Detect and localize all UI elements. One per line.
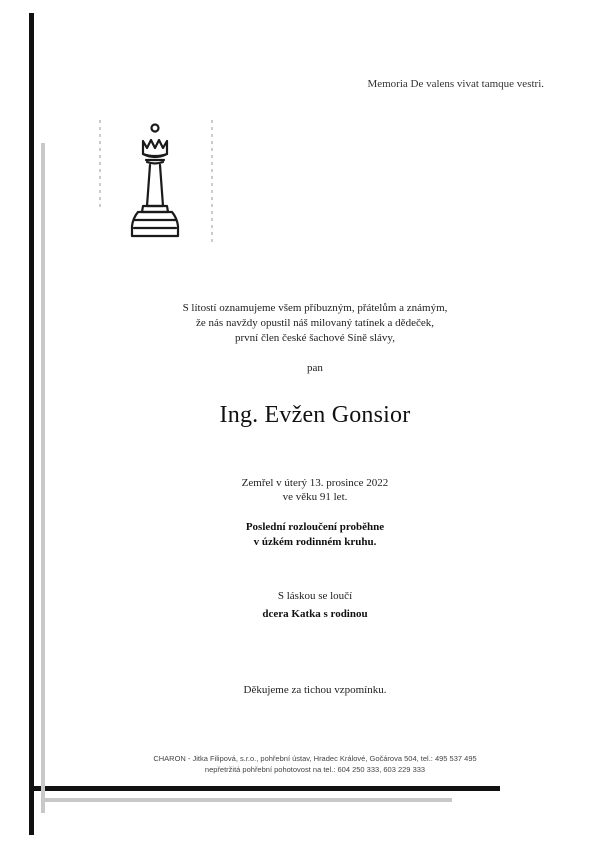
- frame-horizontal-line-light: [41, 798, 452, 802]
- thanks-text: Děkujeme za tichou vzpomínku.: [243, 684, 387, 696]
- deceased-name: Ing. Evžen Gonsior: [219, 402, 411, 428]
- funeral-info: [60, 520, 570, 550]
- intro-paragraph: [60, 301, 570, 346]
- intro-line: že nás navždy opustil náš milovaný tatínek a dědeček,: [196, 317, 434, 329]
- frame-horizontal-line-dark: [29, 786, 500, 791]
- footer-line: nepřetržitá pohřební pohotovost na tel.: 604 250 333, 603 229 333: [204, 765, 426, 774]
- footer-line: CHARON - Jitka Filipová, s.r.o., pohřební ústav, Hradec Králové, Gočárova 504, tel.: 495 537 495: [153, 754, 477, 763]
- intro-line: první člen české šachové Síně slávy,: [235, 332, 395, 344]
- funeral-service-footer: [60, 753, 570, 775]
- chess-queen-icon: [98, 118, 216, 248]
- funeral-line: Poslední rozloučení proběhne: [245, 521, 385, 533]
- motto: Memoria De valens vivat tamque vestri.: [367, 78, 544, 90]
- intro-line: S lítostí oznamujeme všem příbuzným, přátelům a známým,: [182, 302, 448, 314]
- farewell-text: S láskou se loučí: [277, 590, 353, 602]
- family-signature: dcera Katka s rodinou: [262, 608, 368, 620]
- death-age-line: ve věku 91 let.: [282, 491, 348, 503]
- frame-vertical-line-dark: [29, 13, 34, 835]
- salutation: pan: [307, 362, 323, 374]
- death-info: [60, 476, 570, 504]
- frame-vertical-line-light: [41, 143, 45, 813]
- death-date-line: Zemřel v úterý 13. prosince 2022: [241, 477, 389, 489]
- funeral-line: v úzkém rodinném kruhu.: [253, 536, 377, 548]
